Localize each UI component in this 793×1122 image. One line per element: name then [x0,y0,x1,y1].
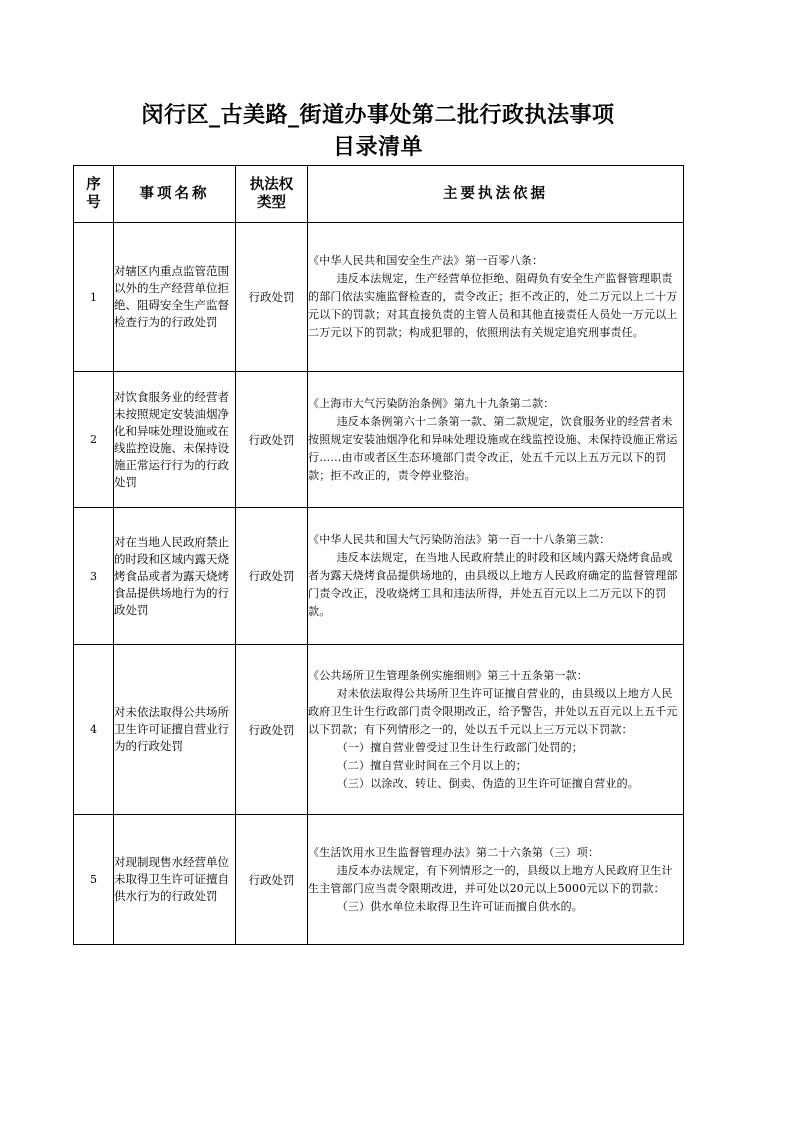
power-type: 行政处罚 [236,815,308,945]
header-legal-basis: 主要执法依据 [308,166,684,223]
row-number: 2 [74,372,114,508]
basis-title: 《中华人民共和国大气污染防治法》第一百一十八条第三款： [308,533,611,546]
table-row [74,815,684,945]
power-type: 行政处罚 [236,508,308,645]
basis-item: （三）以涂改、转让、倒卖、伪造的卫生许可证擅自营业的。 [336,776,639,790]
row-number: 3 [74,508,114,645]
page-subtitle: 目录清单 [332,135,423,160]
table-row [74,223,684,372]
header-no: 序号 [74,166,114,223]
power-type: 行政处罚 [236,372,308,508]
row-number: 5 [74,815,114,945]
item-name: 对未依法取得公共场所卫生许可证擅自营业行为的行政处罚 [114,645,236,815]
basis-body: 违反本法规定，生产经营单位拒绝、阻碍负有安全生产监督管理职责的部门依法实施监督检查的，责令改正；拒不改正的，处二万元以上二十万元以下的罚款；对其直接负责的主管人员和其他直接责任人员处一万元以上二万元以下的罚款；构成犯罪的，依照刑法有关规定追究刑事责任。 [308,272,678,339]
row-number: 4 [74,645,114,815]
basis-title: 《上海市大气污染防治条例》第九十九条第二款： [308,396,555,410]
item-name: 对饮食服务业的经营者未按照规定安装油烟净化和异味处理设施或在线监控设施、未保持设施正常运行行为的行政处罚 [114,372,236,508]
basis-body: 违反本办法规定，有下列情形之一的，县级以上地方人民政府卫生计生主管部门应当责令限期改进，并可处以20元以上5000元以下的罚款： [308,863,673,895]
legal-basis [308,372,684,508]
legal-basis [308,815,684,945]
table-row [74,372,684,508]
table-header-row [74,166,684,223]
basis-item: （二）擅自营业时间在三个月以上的； [336,758,527,772]
basis-item: （一）擅自营业曾受过卫生计生行政部门处罚的； [336,740,583,754]
basis-body: 违反本法规定，在当地人民政府禁止的时段和区域内露天烧烤食品或者为露天烧烤食品提供场地的，由县级以上地方人民政府确定的监督管理部门责令改正，没收烧烤工具和违法所得，并处五百元以上二万元以下的罚款。 [308,551,678,618]
power-type: 行政处罚 [236,223,308,372]
row-number: 1 [74,223,114,372]
basis-title: 《生活饮用水卫生监督管理办法》第二十六条第（三）项： [308,845,600,859]
basis-body: 对未依法取得公共场所卫生许可证擅自营业的，由县级以上地方人民政府卫生计生行政部门责令限期改正，给予警告，并处以五百元以上五千元以下罚款；有下列情形之一的，处以五千元以上三万元以下罚款： [308,686,678,736]
legal-basis [308,508,684,645]
page-title: 闵行区_古美路_街道办事处第二批行政执法事项 [141,103,615,128]
legal-basis [308,645,684,815]
basis-item: （三）供水单位未取得卫生许可证而擅自供水的。 [336,899,583,913]
header-power-type: 执法权类型 [236,166,308,223]
basis-title: 《中华人民共和国安全生产法》第一百零八条： [308,254,544,267]
basis-body: 违反本条例第六十二条第一款、第二款规定，饮食服务业的经营者未按照规定安装油烟净化和异味处理设施或在线监控设施、未保持设施正常运行……由市或者区生态环境部门责令改正，处五千元以上五万元以下的罚款；拒不改正的，责令停业整治。 [308,414,678,482]
table-row [74,508,684,645]
legal-basis [308,223,684,372]
basis-title: 《公共场所卫生管理条例实施细则》第三十五条第一款： [308,668,588,682]
power-type: 行政处罚 [236,645,308,815]
item-name: 对现制现售水经营单位未取得卫生许可证擅自供水行为的行政处罚 [114,815,236,945]
header-item-name: 事项名称 [114,166,236,223]
item-name: 对在当地人民政府禁止的时段和区域内露天烧烤食品或者为露天烧烤食品提供场地行为的行政处罚 [114,508,236,645]
table-row [74,645,684,815]
enforcement-matters-table [73,165,684,945]
item-name: 对辖区内重点监管范围以外的生产经营单位拒绝、阻碍安全生产监督检查行为的行政处罚 [114,223,236,372]
